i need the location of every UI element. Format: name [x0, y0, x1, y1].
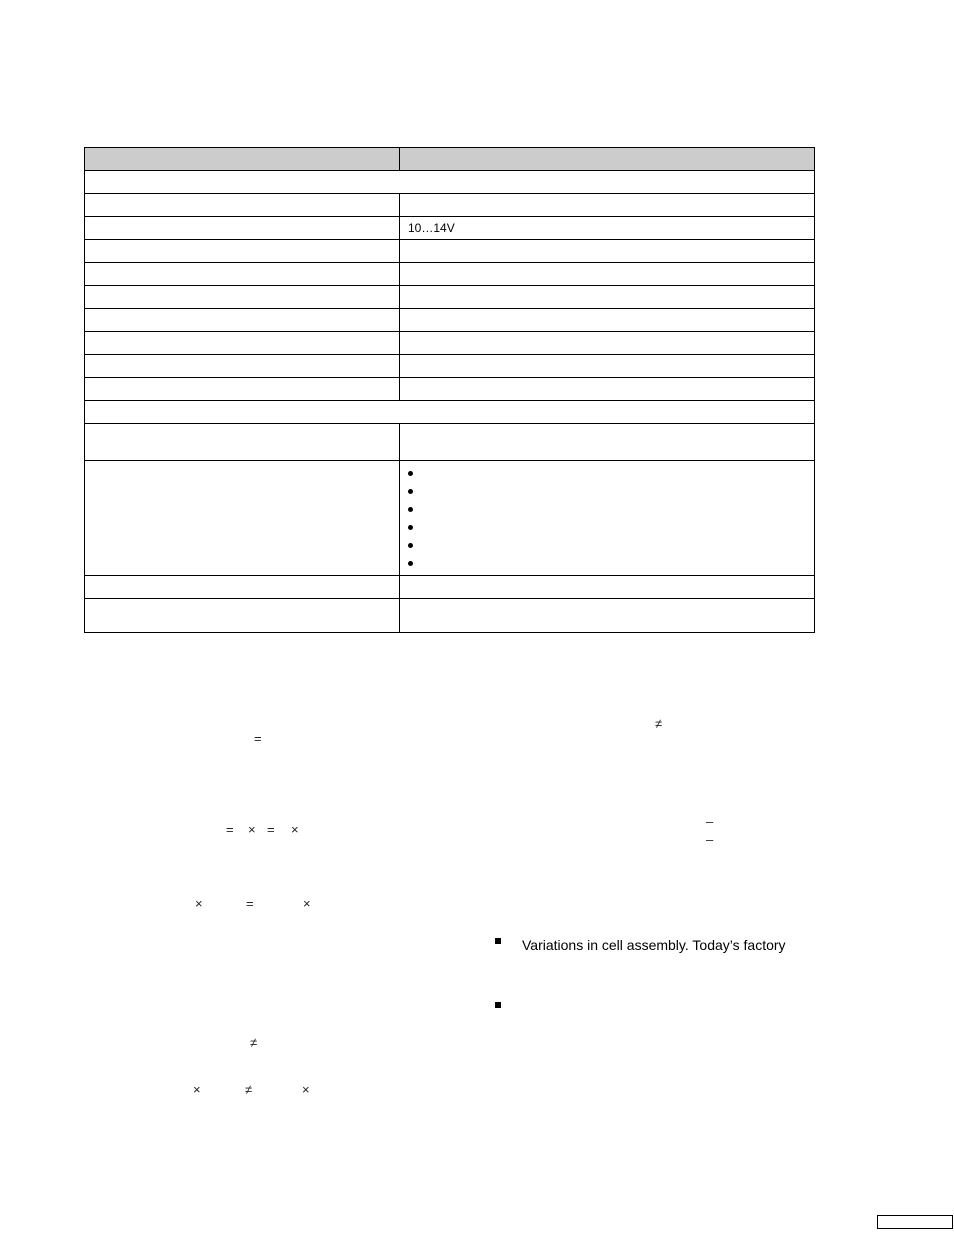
equals-symbol: = [267, 822, 275, 837]
page-number-box [877, 1215, 953, 1229]
table-header-row [85, 148, 815, 171]
table-row [85, 599, 815, 633]
equals-symbol: = [246, 896, 254, 911]
section-heading [85, 171, 815, 194]
table-row [85, 332, 815, 355]
bullet-list [408, 464, 806, 572]
list-item [408, 518, 806, 536]
not-equal-symbol: ≠ [250, 1035, 258, 1050]
list-item [408, 536, 806, 554]
not-equal-symbol: ≠ [245, 1082, 253, 1097]
minus-symbol: – [706, 814, 714, 829]
times-symbol: × [248, 822, 256, 837]
table-row [85, 194, 815, 217]
times-symbol: × [193, 1082, 201, 1097]
times-symbol: × [302, 1082, 310, 1097]
table-row [85, 286, 815, 309]
table-row [85, 576, 815, 599]
table-row [85, 217, 815, 240]
section-row [85, 401, 815, 424]
voltage-value: 10…14V [400, 217, 815, 240]
spec-table [84, 147, 815, 633]
times-symbol: × [303, 896, 311, 911]
square-bullet-icon [495, 938, 501, 944]
header-cell-parameter [85, 148, 400, 171]
equals-symbol: = [254, 731, 262, 746]
table-row [85, 263, 815, 286]
table-row [85, 309, 815, 332]
table-row [85, 240, 815, 263]
table-row [85, 424, 815, 461]
header-cell-value [400, 148, 815, 171]
list-item [408, 464, 806, 482]
table-row [85, 355, 815, 378]
table-row [85, 461, 815, 576]
not-equal-symbol: ≠ [655, 716, 663, 731]
minus-symbol: – [706, 832, 714, 847]
table-row [85, 378, 815, 401]
square-bullet-icon [495, 1002, 501, 1008]
times-symbol: × [291, 822, 299, 837]
equals-symbol: = [226, 822, 234, 837]
list-item [408, 500, 806, 518]
list-item [408, 554, 806, 572]
section-row [85, 171, 815, 194]
list-item [408, 482, 806, 500]
times-symbol: × [195, 896, 203, 911]
bullet-text: Variations in cell assembly. Today’s factory [522, 937, 786, 953]
